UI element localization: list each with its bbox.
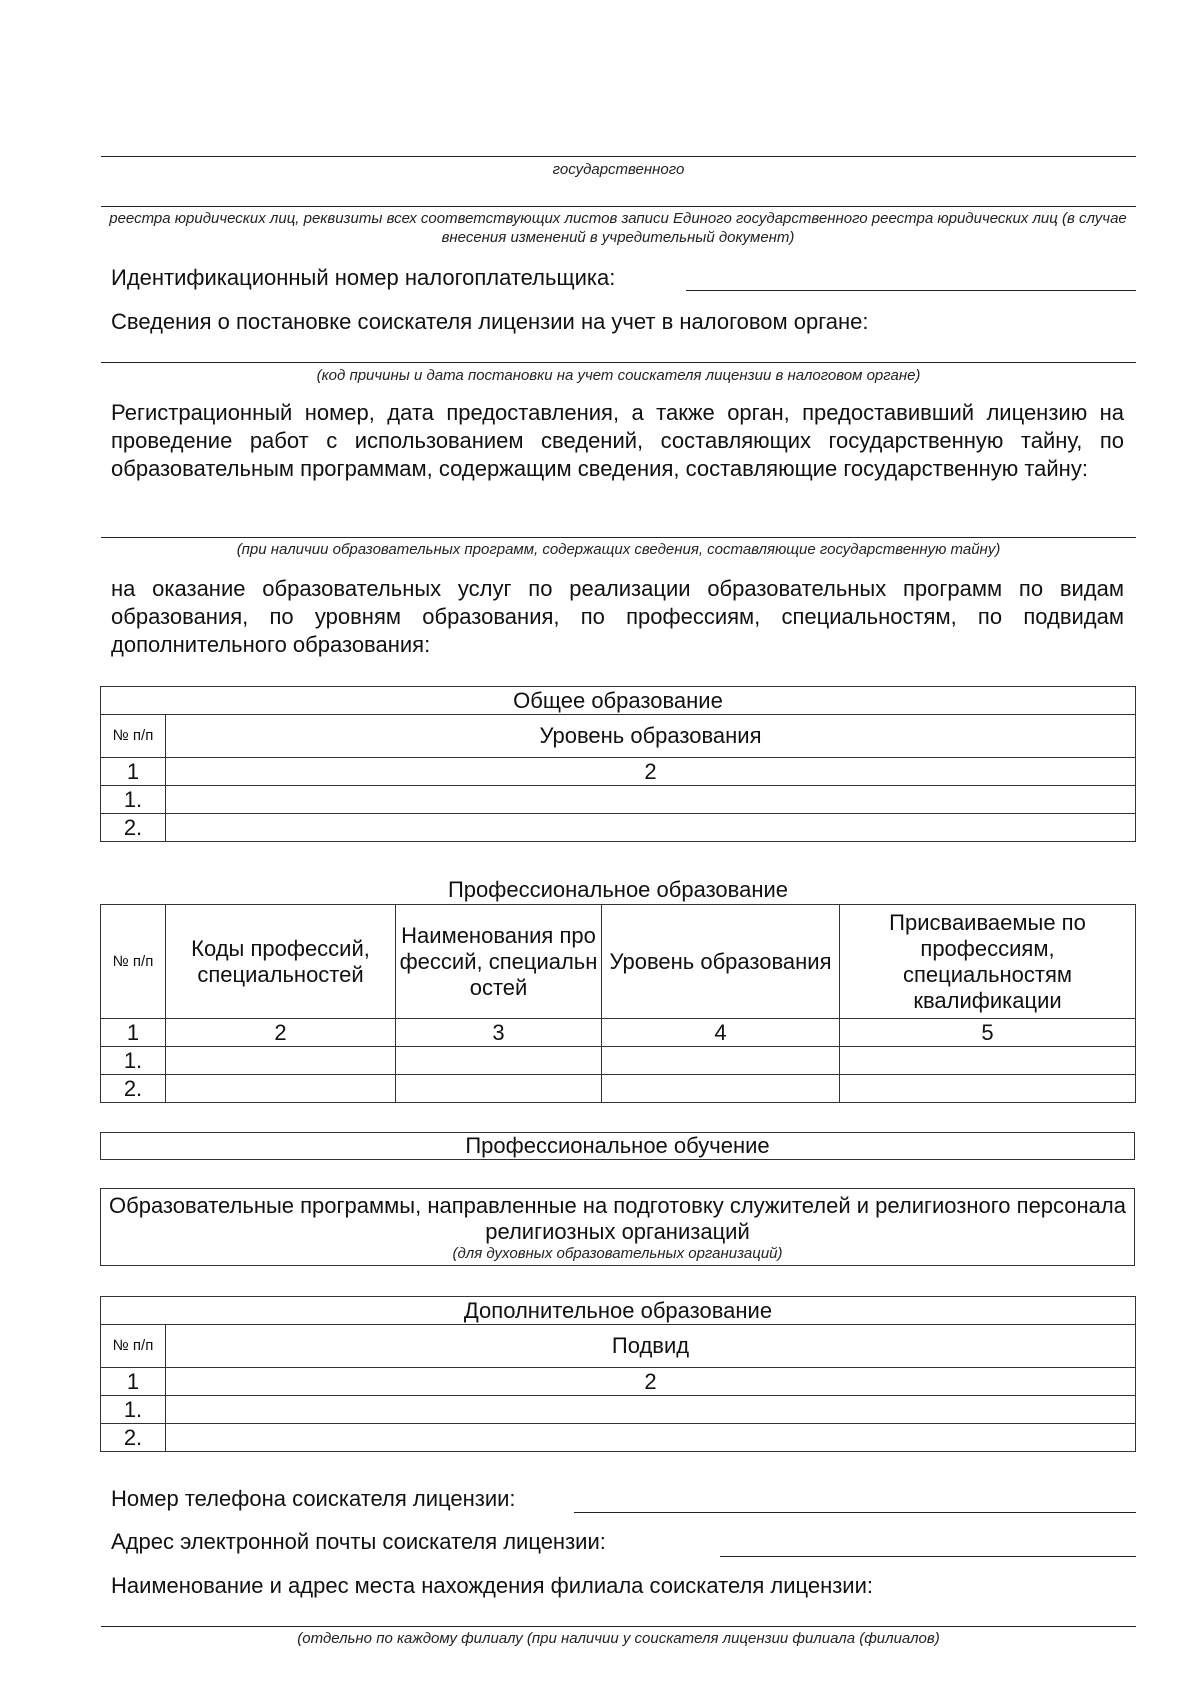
table-row <box>101 814 1136 842</box>
caption-branch: (отдельно по каждому филиалу (при наличии у соискателя лицензии филиала (филиалов) <box>297 1630 940 1647</box>
inn-label: Идентификационный номер налогоплательщика: <box>111 265 616 290</box>
tax-registration-input-line[interactable] <box>101 362 1136 363</box>
column-number: 1 <box>101 758 166 786</box>
additional-education-table <box>100 1296 1136 1452</box>
column-number: 1 <box>101 1019 166 1047</box>
col-no-header: № п/п <box>101 905 166 1019</box>
subtype-cell[interactable] <box>166 1424 1136 1452</box>
inn-input-line[interactable] <box>686 290 1136 291</box>
subtype-cell[interactable] <box>166 1396 1136 1424</box>
caption-state: государственного <box>552 161 685 178</box>
general-education-title: Общее образование <box>101 687 1136 715</box>
column-number: 4 <box>602 1019 840 1047</box>
names-cell[interactable] <box>396 1047 602 1075</box>
level-cell[interactable] <box>166 814 1136 842</box>
codes-cell[interactable] <box>166 1047 396 1075</box>
column-number: 5 <box>840 1019 1136 1047</box>
phone-input-line[interactable] <box>574 1512 1136 1513</box>
qualification-cell[interactable] <box>840 1047 1136 1075</box>
col-level-header: Уровень образования <box>602 905 840 1019</box>
tax-registration-label: Сведения о постановке соискателя лицензии на учет в налоговом органе: <box>111 309 869 334</box>
column-number: 2 <box>166 758 1136 786</box>
table-row <box>101 1396 1136 1424</box>
secret-license-paragraph: Регистрационный номер, дата предоставления, а также орган, предоставивший лицензию на проведение работ с использованием сведений, составляющих государственную тайну, по образовательным программам, содержащим сведения, составляющие государственную тайну: <box>111 400 1124 481</box>
religious-programs-note: (для духовных образовательных организаций) <box>452 1245 783 1262</box>
col-codes-header: Коды профессий, специальностей <box>166 905 396 1019</box>
row-number: 2. <box>101 1424 166 1452</box>
row-number: 1. <box>101 1047 166 1075</box>
caption-secret: (при наличии образовательных программ, содержащих сведения, составляющие государственную тайну) <box>236 541 1001 558</box>
col-subtype-header: Подвид <box>166 1325 1136 1368</box>
names-cell[interactable] <box>396 1075 602 1103</box>
table-row <box>101 1075 1136 1103</box>
qualification-cell[interactable] <box>840 1075 1136 1103</box>
column-number: 2 <box>166 1368 1136 1396</box>
column-number: 1 <box>101 1368 166 1396</box>
entry-line-top[interactable] <box>101 156 1136 157</box>
table-row <box>101 786 1136 814</box>
row-number: 1. <box>101 1396 166 1424</box>
professional-education-table <box>100 904 1136 1103</box>
email-label: Адрес электронной почты соискателя лицензии: <box>111 1529 606 1554</box>
column-number: 2 <box>166 1019 396 1047</box>
column-number: 3 <box>396 1019 602 1047</box>
religious-programs-title: Образовательные программы, направленные на подготовку служителей и религиозного персонала религиозных организаций <box>109 1193 1126 1244</box>
email-input-line[interactable] <box>720 1556 1136 1557</box>
entry-line-egrul[interactable] <box>101 206 1136 207</box>
col-qualifications-header: Присваиваемые по профессиям, специальностям квалификации <box>840 905 1136 1019</box>
col-no-header: № п/п <box>101 715 166 758</box>
secret-license-input-line[interactable] <box>101 537 1136 538</box>
professional-training-title: Профессиональное обучение <box>465 1133 770 1158</box>
col-names-header: Наименования профессий, специальностей <box>396 905 602 1019</box>
row-number: 2. <box>101 1075 166 1103</box>
branch-label: Наименование и адрес места нахождения филиала соискателя лицензии: <box>111 1573 873 1598</box>
level-cell[interactable] <box>602 1075 840 1103</box>
col-no-header: № п/п <box>101 1325 166 1368</box>
branch-input-line[interactable] <box>101 1626 1136 1627</box>
row-number: 1. <box>101 786 166 814</box>
professional-training-box <box>100 1132 1135 1160</box>
caption-egrul: реестра юридических лиц, реквизиты всех соответствующих листов записи Единого государственного реестра юридических лиц (в случае внесения изменений в учредительный документ) <box>109 210 1127 246</box>
general-education-table <box>100 686 1136 842</box>
phone-label: Номер телефона соискателя лицензии: <box>111 1486 516 1511</box>
col-level-header: Уровень образования <box>166 715 1136 758</box>
caption-kpp: (код причины и дата постановки на учет соискателя лицензии в налоговом органе) <box>316 367 921 384</box>
professional-education-title: Профессиональное образование <box>447 877 789 902</box>
codes-cell[interactable] <box>166 1075 396 1103</box>
level-cell[interactable] <box>166 786 1136 814</box>
religious-programs-box <box>100 1188 1135 1266</box>
additional-education-title: Дополнительное образование <box>101 1297 1136 1325</box>
level-cell[interactable] <box>602 1047 840 1075</box>
services-paragraph: на оказание образовательных услуг по реализации образовательных программ по видам образования, по уровням образования, по профессиям, специальностям, по подвидам дополнительного образования: <box>111 576 1124 657</box>
row-number: 2. <box>101 814 166 842</box>
table-row <box>101 1424 1136 1452</box>
table-row <box>101 1047 1136 1075</box>
